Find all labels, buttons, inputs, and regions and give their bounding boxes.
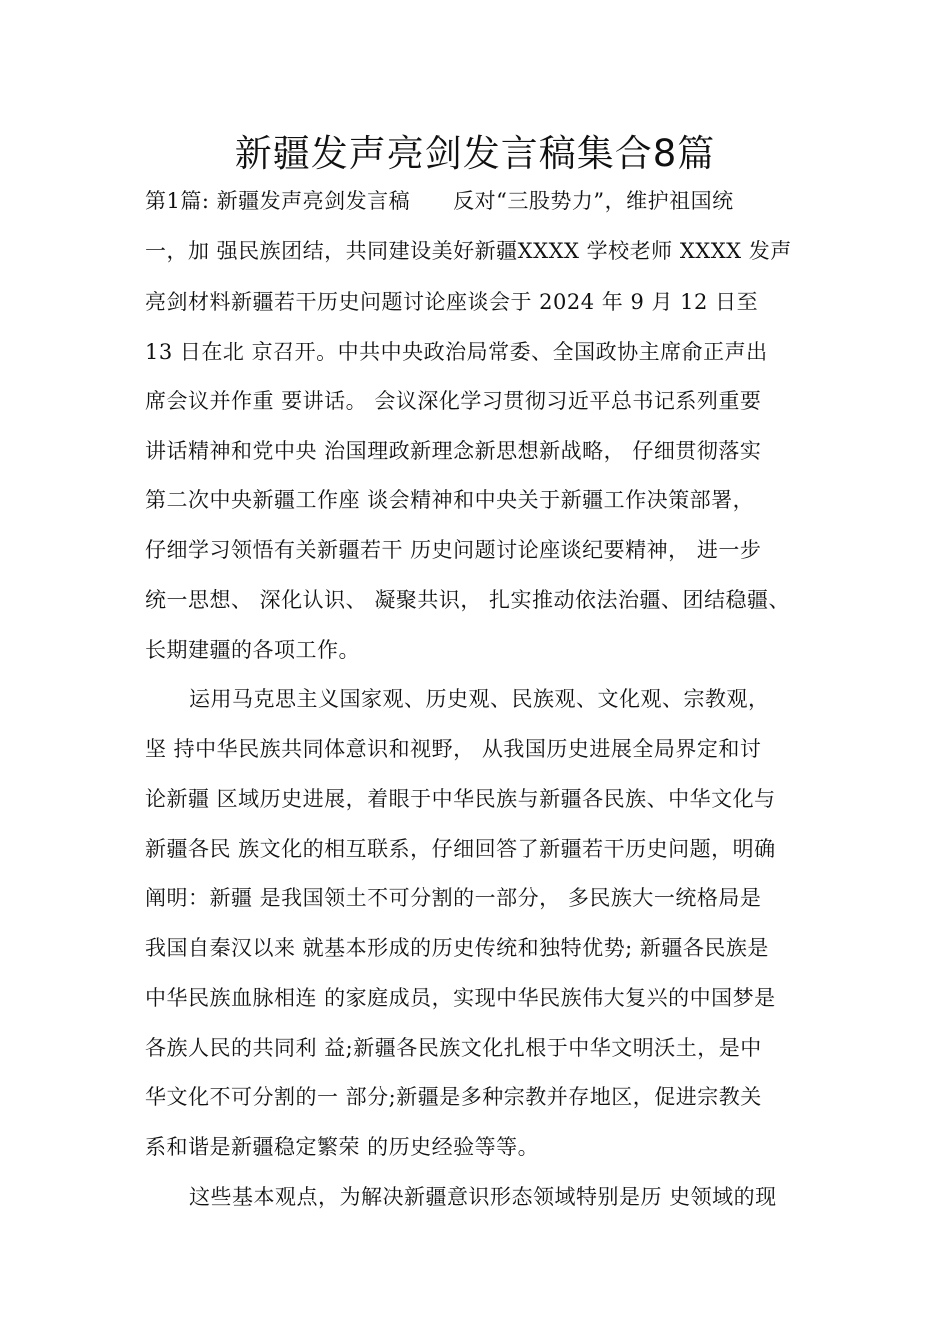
body-line: 新疆各民 族文化的相互联系，仔细回答了新疆若干历史问题，明确 — [145, 837, 776, 861]
body-line: 阐明：新疆 是我国领土不可分割的一部分， 多民族大一统格局是 — [145, 886, 762, 910]
body-line: 中华民族血脉相连 的家庭成员，实现中华民族伟大复兴的中国梦是 — [145, 986, 776, 1010]
body-line: 华文化不可分割的一 部分;新疆是多种宗教并存地区，促进宗教关 — [145, 1085, 762, 1109]
body-line: 各族人民的共同利 益;新疆各民族文化扎根于中华文明沃土，是中 — [145, 1036, 762, 1060]
body-line: 长期建疆的各项工作。 — [145, 638, 360, 662]
paragraph-first-line: 运用马克思主义国家观、历史观、民族观、文化观、宗教观， — [189, 687, 770, 711]
body-line: 论新疆 区域历史进展，着眼于中华民族与新疆各民族、中华文化与 — [145, 787, 776, 811]
body-line: 席会议并作重 要讲话。 会议深化学习贯彻习近平总书记系列重要 — [145, 389, 762, 413]
body-line: 亮剑材料新疆若干历史问题讨论座谈会于 2024 年 9 月 12 日至 — [145, 290, 759, 314]
document-title: 新疆发声亮剑发言稿集合8篇 — [234, 132, 716, 175]
body-line: 第二次中央新疆工作座 谈会精神和中央关于新疆工作决策部署， — [145, 488, 755, 512]
body-line: 仔细学习领悟有关新疆若干 历史问题讨论座谈纪要精神， 进一步 — [145, 538, 762, 562]
body-line: 第1篇: 新疆发声亮剑发言稿 反对“三股势力”，维护祖国统 — [145, 189, 734, 213]
body-line: 统一思想、 深化认识、 凝聚共识， 扎实推动依法治疆、团结稳疆、 — [145, 588, 791, 612]
body-line: 我国自秦汉以来 就基本形成的历史传统和独特优势; 新疆各民族是 — [145, 936, 769, 960]
body-line: 13 日在北 京召开。中共中央政治局常委、全国政协主席俞正声出 — [145, 340, 768, 364]
paragraph-first-line: 这些基本观点，为解决新疆意识形态领域特别是历 史领域的现 — [189, 1185, 777, 1209]
body-line: 讲话精神和党中央 治国理政新理念新思想新战略， 仔细贯彻落实 — [145, 439, 762, 463]
body-line: 一，加 强民族团结，共同建设美好新疆XXXX 学校老师 XXXX 发声 — [145, 239, 792, 263]
body-line: 系和谐是新疆稳定繁荣 的历史经验等等。 — [145, 1135, 540, 1159]
body-line: 坚 持中华民族共同体意识和视野， 从我国历史进展全局界定和讨 — [145, 737, 762, 761]
